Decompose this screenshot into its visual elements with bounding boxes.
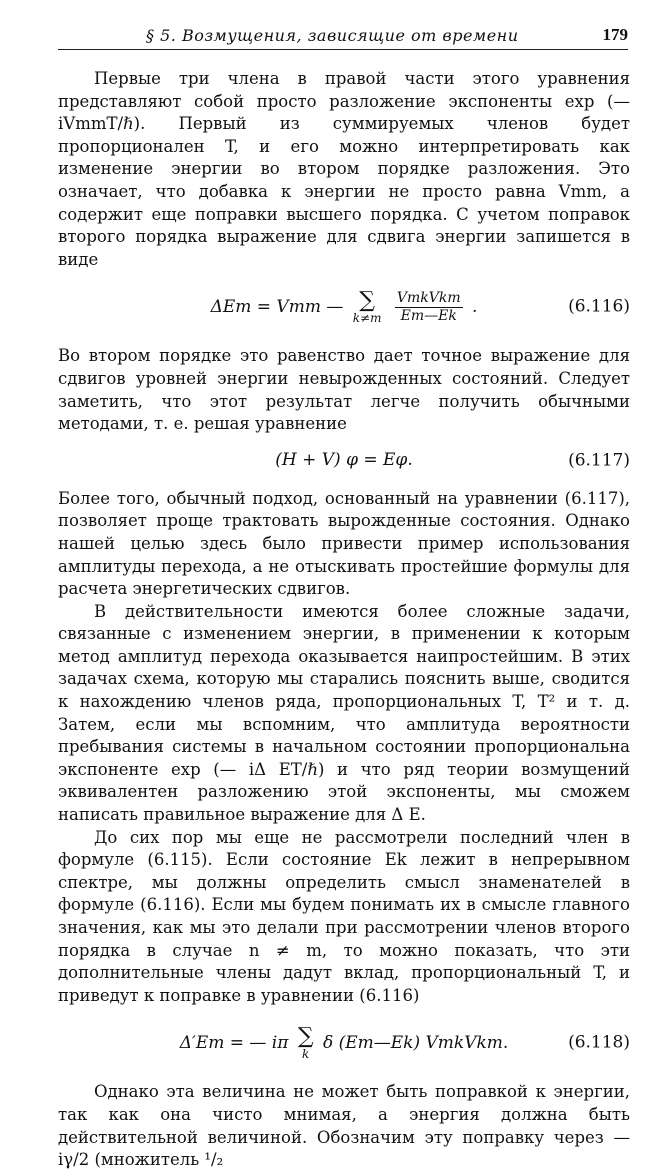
- paragraph-6: Однако эта величина не может быть поправкой к энергии, так как она чисто мнимая, а энергия должна быть действительной величиной. Обозначим эту поправку через — iγ/2 (множитель ¹/₂: [58, 1082, 630, 1170]
- eq118-sum: [297, 1023, 314, 1061]
- eq118-sum-symbol: ∑: [297, 1023, 314, 1049]
- eq118-formula: [179, 1023, 509, 1061]
- paragraph-2: Во втором порядке это равенство дает точное выражение для сдвигов уровней энергии невырожденных состояний. Следует заметить, что этот результат легче получить обычными методами, т. е. решая уравнение: [58, 346, 630, 434]
- paragraph-3: Более того, обычный подход, основанный на уравнении (6.117), позволяет проще трактовать вырожденные состояния. Однако нашей целью здесь было привести пример использования амплитуды перехода, а не отыскивать простейшие формулы для расчета энергетических сдвигов.: [58, 488, 630, 599]
- section-title: § 5. Возмущения, зависящие от времени: [146, 26, 519, 45]
- eq116-numerator: VmkVkm: [396, 289, 461, 306]
- eq116-lhs: ΔEm = Vmm —: [210, 296, 344, 317]
- eq116-tail: .: [472, 296, 478, 317]
- equation-6-116: [58, 285, 630, 329]
- equation-number: (6.116): [568, 297, 630, 318]
- running-head: [58, 24, 628, 50]
- equation-number: (6.117): [568, 450, 630, 471]
- eq116-sum-symbol: ∑: [359, 287, 375, 313]
- eq118-sum-index: k: [302, 1046, 310, 1061]
- eq118-lhs: Δ′Em = — iπ: [179, 1032, 289, 1053]
- paragraph-1: Первые три члена в правой части этого уравнения представляют собой просто разложение экспоненты exp (—iVmmT/ℏ). Первый из суммируемых членов будет пропорционален T, и его можно интерпретировать как изменение энергии во втором порядке разложения. Это означает, что добавка к энергии не просто равна Vmm, а содержит еще поправки высшего порядка. С учетом поправок второго порядка выражение для сдвига энергии запишется в виде: [58, 69, 630, 269]
- paragraph-4: В действительности имеются более сложные задачи, связанные с изменением энергии, в применении к которым метод амплитуд перехода оказывается наипростейшим. В этих задачах схема, которую мы старались пояснить выше, сводится к нахождению членов ряда, пропорциональных T, T² и т. д. Затем, если мы вспомним, что амплитуда вероятности пребывания системы в начальном состоянии пропорциональна экспоненте exp (— iΔ ET/ℏ) и что ряд теории возмущений эквивалентен разложению этой экспоненты, мы сможем написать правильное выражение для Δ E.: [58, 601, 630, 825]
- eq117-formula: (H + V) φ = Eφ.: [275, 450, 413, 471]
- eq116-sum-index: k≠m: [352, 310, 382, 325]
- paragraph-5: До сих пор мы еще не рассмотрели последний член в формуле (6.115). Если состояние Ek лежит в непрерывном спектре, мы должны определить смысл знаменателей в формуле (6.116). Если мы будем понимать их в смысле главного значения, как мы это делали при рассмотрении членов второго порядка в случае n ≠ m, то можно показать, что эти дополнительные члены дадут вклад, пропорциональный T, и приведут к поправке в уравнении (6.116): [58, 827, 630, 1005]
- page-body: [58, 68, 630, 1172]
- page-number: 179: [602, 25, 628, 44]
- eq116-denominator: Em—Ek: [400, 307, 457, 324]
- eq118-rhs: δ (Em—Ek) VmkVkm.: [322, 1032, 509, 1053]
- equation-6-118: [58, 1021, 630, 1065]
- eq116-fraction: [395, 290, 463, 325]
- eq116-sum: [352, 287, 382, 325]
- eq116-formula: [210, 287, 478, 325]
- equation-number: (6.118): [568, 1033, 630, 1054]
- equation-6-117: [58, 446, 630, 476]
